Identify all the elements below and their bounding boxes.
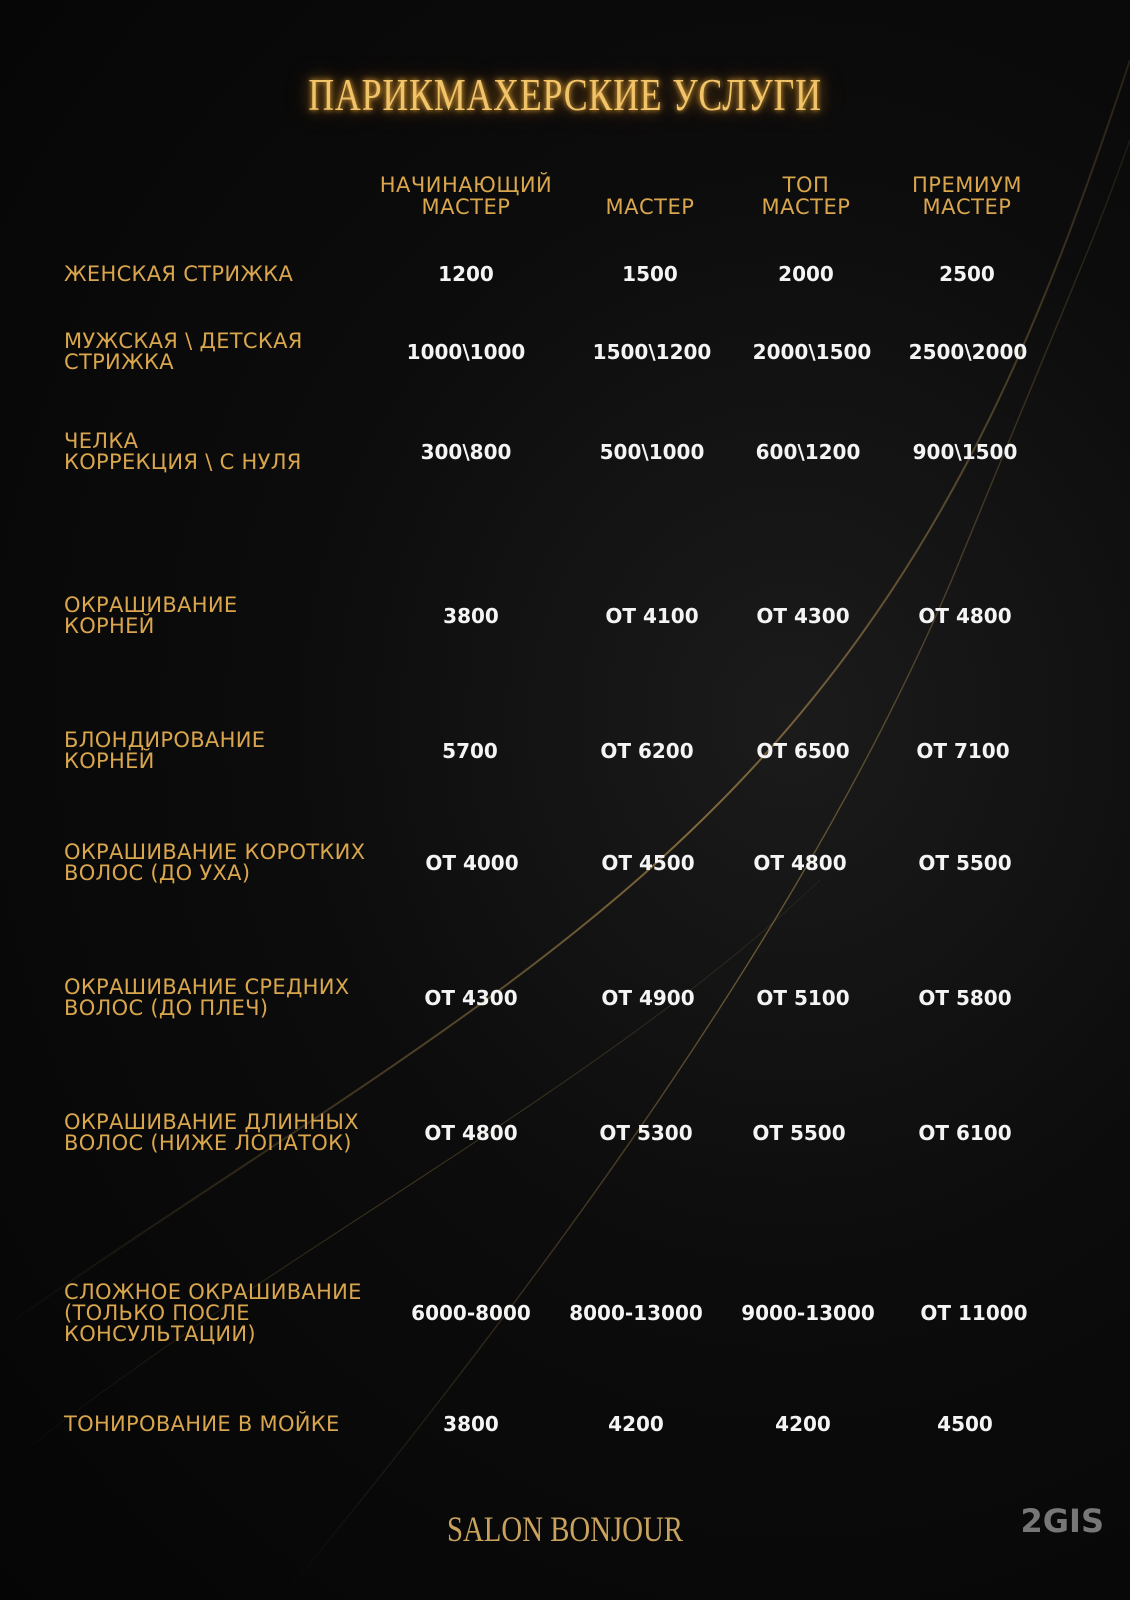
service-name-line: ОКРАШИВАНИЕ ДЛИННЫХ — [64, 1110, 359, 1134]
service-name-line: ТОНИРОВАНИЕ В МОЙКЕ — [64, 1411, 340, 1436]
price-cell: 1500\1200 — [592, 340, 712, 364]
price-cell: 1500 — [622, 262, 678, 286]
price-cell: ОТ 5500 — [918, 851, 1012, 875]
column-header-line: МАСТЕР — [605, 195, 695, 219]
service-name-line: КОРНЕЙ — [64, 614, 155, 638]
service-name — [64, 595, 237, 637]
service-name — [64, 1112, 359, 1154]
price-cell: 500\1000 — [599, 440, 705, 464]
price-cell: 3800 — [443, 604, 499, 628]
price-cell: ОТ 5800 — [918, 986, 1012, 1010]
price-cell: 4200 — [608, 1412, 664, 1436]
price-cell: ОТ 5500 — [752, 1121, 846, 1145]
price-cell: ОТ 6100 — [918, 1121, 1012, 1145]
service-name-line: МУЖСКАЯ \ ДЕТСКАЯ — [64, 329, 303, 353]
price-cell: ОТ 4900 — [601, 986, 695, 1010]
service-name — [64, 1411, 340, 1436]
service-name-line: КОРНЕЙ — [64, 749, 155, 773]
price-cell: 300\800 — [420, 440, 512, 464]
price-cell: 2500\2000 — [908, 340, 1028, 364]
price-cell: 5700 — [442, 739, 498, 763]
service-name-line: СТРИЖКА — [64, 350, 174, 374]
price-cell: ОТ 4000 — [425, 851, 519, 875]
service-name-line: ВОЛОС (ДО ПЛЕЧ) — [64, 996, 269, 1020]
service-name — [64, 977, 349, 1019]
column-header — [380, 174, 552, 218]
price-cell: 8000-13000 — [569, 1301, 703, 1325]
price-cell: 1200 — [438, 262, 494, 286]
column-header-line: ПРЕМИУМ — [912, 173, 1022, 197]
price-cell: ОТ 5300 — [599, 1121, 693, 1145]
price-cell: ОТ 4500 — [601, 851, 695, 875]
service-name-line: (ТОЛЬКО ПОСЛЕ — [64, 1300, 250, 1325]
service-name — [64, 331, 303, 373]
price-cell: 2000\1500 — [752, 340, 872, 364]
service-name-line: ЖЕНСКАЯ СТРИЖКА — [64, 261, 294, 286]
price-cell: ОТ 4300 — [424, 986, 518, 1010]
price-cell: ОТ 5100 — [756, 986, 850, 1010]
price-cell: 6000-8000 — [411, 1301, 531, 1325]
service-name-line: СЛОЖНОЕ ОКРАШИВАНИЕ — [64, 1279, 362, 1304]
column-header — [912, 174, 1022, 218]
price-cell: ОТ 7100 — [916, 739, 1010, 763]
price-cell: 1000\1000 — [406, 340, 526, 364]
price-cell: 4500 — [937, 1412, 993, 1436]
service-name-line: БЛОНДИРОВАНИЕ — [64, 728, 266, 752]
watermark-2gis: 2GIS — [1020, 1502, 1104, 1540]
service-name — [64, 842, 365, 884]
price-cell: ОТ 4100 — [605, 604, 699, 628]
service-name-line: КОРРЕКЦИЯ \ С НУЛЯ — [64, 450, 302, 474]
page-title: ПАРИКМАХЕРСКИЕ УСЛУГИ — [308, 69, 822, 120]
price-cell: 2500 — [939, 262, 995, 286]
price-cell: ОТ 6500 — [756, 739, 850, 763]
price-cell: ОТ 4800 — [918, 604, 1012, 628]
service-name-line: ВОЛОС (ДО УХА) — [64, 861, 251, 885]
service-name-line: ОКРАШИВАНИЕ КОРОТКИХ — [64, 840, 366, 864]
price-cell: 3800 — [443, 1412, 499, 1436]
price-cell: 600\1200 — [755, 440, 861, 464]
service-name — [64, 431, 302, 473]
price-cell: 2000 — [778, 262, 834, 286]
column-header-line: МАСТЕР — [922, 195, 1012, 219]
price-cell: ОТ 6200 — [600, 739, 694, 763]
service-name — [64, 730, 265, 772]
service-name-line: ВОЛОС (НИЖЕ ЛОПАТОК) — [64, 1131, 352, 1155]
price-cell: 4200 — [775, 1412, 831, 1436]
price-cell: ОТ 4800 — [753, 851, 847, 875]
column-header — [762, 174, 851, 218]
column-header-line: ТОП — [782, 173, 830, 197]
service-name-line: ЧЕЛКА — [64, 429, 139, 453]
price-cell: 900\1500 — [912, 440, 1018, 464]
service-name — [64, 261, 294, 286]
price-cell: ОТ 11000 — [920, 1301, 1028, 1325]
column-header-line: МАСТЕР — [421, 195, 511, 219]
price-cell: 9000-13000 — [741, 1301, 875, 1325]
column-header-line: НАЧИНАЮЩИЙ — [379, 173, 553, 197]
price-cell: ОТ 4300 — [756, 604, 850, 628]
price-cell: ОТ 4800 — [424, 1121, 518, 1145]
column-header — [606, 196, 695, 218]
service-name — [64, 1279, 362, 1346]
salon-logo-text: SALON BONJOUR — [446, 1509, 684, 1549]
column-header-line: МАСТЕР — [761, 195, 851, 219]
service-name-line: ОКРАШИВАНИЕ СРЕДНИХ — [64, 975, 350, 999]
service-name-line: КОНСУЛЬТАЦИИ) — [64, 1321, 256, 1346]
service-name-line: ОКРАШИВАНИЕ — [64, 593, 238, 617]
